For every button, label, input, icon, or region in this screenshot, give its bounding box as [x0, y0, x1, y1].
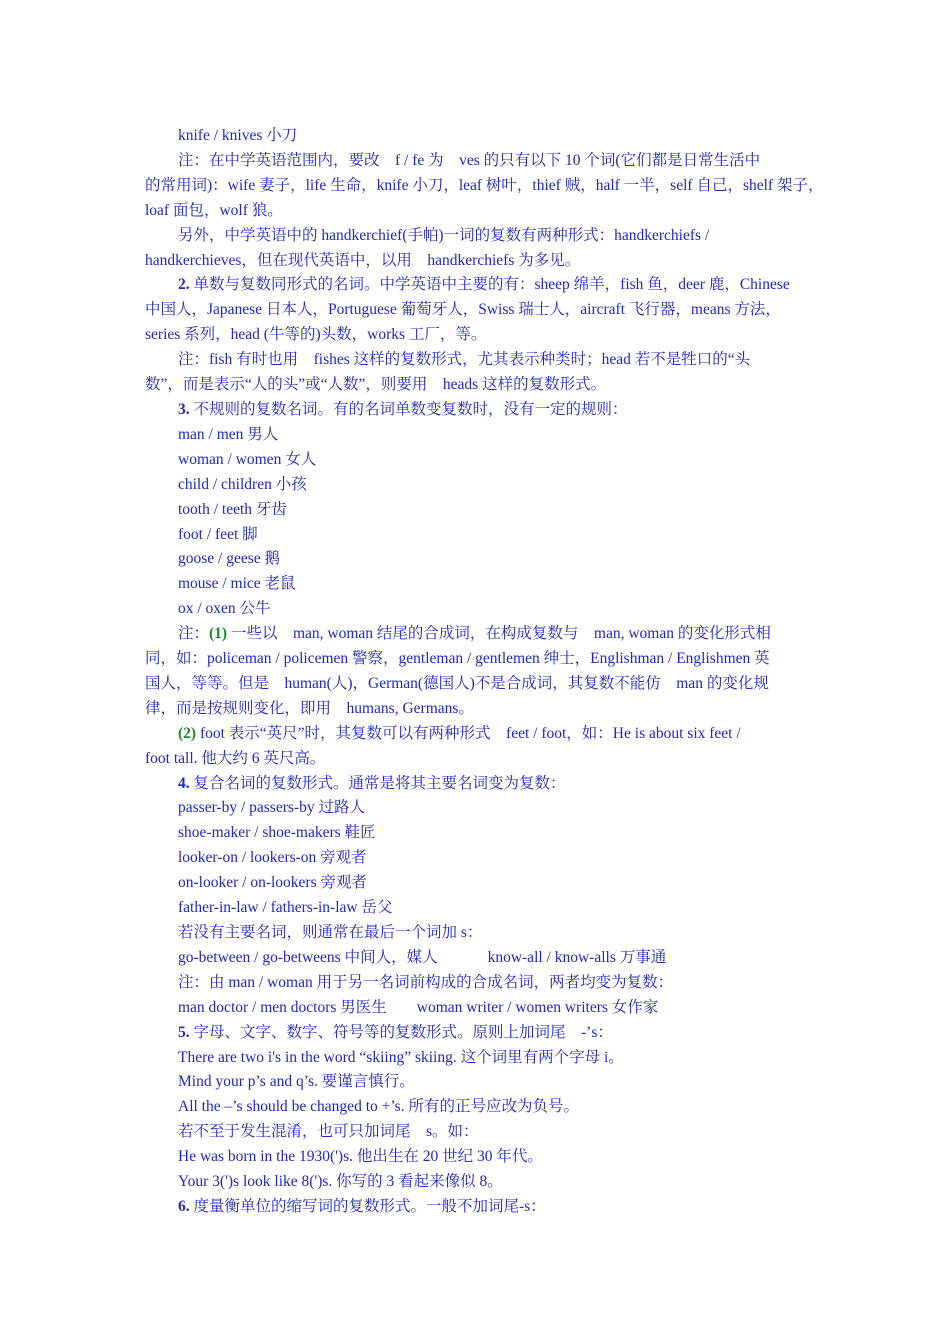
text-line: 的常用词)：wife 妻子，life 生命，knife 小刀，leaf 树叶，thief 贼，half 一半，self 自己，shelf 架子， [145, 176, 824, 194]
note-number: (1) [209, 625, 228, 643]
note-number: (2) [178, 724, 197, 742]
section-number: 3. [178, 400, 190, 418]
text-line: 复合名词的复数形式。通常是将其主要名词变为复数： [193, 774, 566, 792]
list-item: ox / oxen 公牛 [178, 600, 271, 618]
text-line: 注：由 man / woman 用于另一名词前构成的合成名词，两者均变为复数： [178, 973, 674, 991]
example-sentence: All the –’s should be changed to +’s. 所有的正号应改为负号。 [178, 1098, 579, 1116]
text-line: 另外，中学英语中的 handkerchief(手帕)一词的复数有两种形式：handkerchiefs / [178, 226, 710, 244]
example-sentence: He was born in the 1930(')s. 他出生在 20 世纪 30 年代。 [178, 1148, 543, 1166]
section-heading [145, 772, 815, 797]
text-line: 不规则的复数名词。有的名词单数变复数时，没有一定的规则： [193, 400, 628, 418]
list-item: goose / geese 鹅 [178, 550, 281, 568]
example-sentence: Your 3(')s look like 8(')s. 你写的 3 看起来像似 8。 [178, 1173, 503, 1191]
text-line: series 系列，head (牛等的)头数，works 工厂，等。 [145, 326, 487, 344]
example-left: go-between / go-betweens 中间人，媒人 [178, 948, 438, 966]
section-heading [145, 1021, 815, 1046]
list-item: on-looker / on-lookers 旁观者 [178, 874, 367, 892]
example-left: man doctor / men doctors 男医生 [178, 998, 387, 1016]
text-line: 国人，等等。但是 human(人)，German(德国人)不是合成词，其复数不能仿 man 的变化规 [145, 674, 769, 692]
text-line: 一些以 man, woman 结尾的合成词，在构成复数与 man, woman 的变化形式相 [230, 625, 771, 643]
document-page [145, 124, 824, 1220]
text-line: 律，而是按规则变化，即用 humans, Germans。 [145, 699, 474, 717]
list-item: tooth / teeth 牙齿 [178, 500, 287, 518]
section-heading [145, 1195, 815, 1220]
list-item [145, 946, 815, 971]
list-item: man / men 男人 [178, 425, 279, 443]
text-line: 若不至于发生混淆，也可只加词尾 s。如： [178, 1123, 479, 1141]
note-prefix: 注： [178, 625, 210, 643]
example-right: woman writer / women writers 女作家 [416, 998, 659, 1016]
text-line: handkerchieves，但在现代英语中，以用 handkerchiefs 为多见。 [145, 251, 581, 269]
text-line: foot tall. 他大约 6 英尺高。 [145, 749, 326, 767]
example-sentence: Mind your p’s and q’s. 要谨言慎行。 [178, 1073, 415, 1091]
note-line [145, 722, 815, 747]
text-line: loaf 面包，wolf 狼。 [145, 201, 283, 219]
section-number: 2. [178, 276, 190, 294]
text-line: 同，如：policeman / policemen 警察，gentleman / gentlemen 绅士，Englishman / Englishmen 英 [145, 650, 770, 668]
section-heading [145, 398, 815, 423]
list-item: woman / women 女人 [178, 450, 317, 468]
text-line: 字母、文字、数字、符号等的复数形式。原则上加词尾 -’s： [193, 1023, 613, 1041]
text-line: 中国人，Japanese 日本人，Portuguese 葡萄牙人，Swiss 瑞士人，aircraft 飞行器，means 方法， [145, 301, 781, 319]
text-line: 若没有主要名词，则通常在最后一个词加 s： [178, 924, 483, 941]
note-line [145, 622, 815, 647]
list-item: shoe-maker / shoe-makers 鞋匠 [178, 824, 376, 842]
text-line: 注：fish 有时也用 fishes 这样的复数形式，尤其表示种类时；head 若不是牲口的“头 [178, 351, 751, 369]
list-item: foot / feet 脚 [178, 525, 258, 543]
list-item: mouse / mice 老鼠 [178, 575, 296, 593]
section-heading [145, 273, 815, 298]
text-line: foot 表示“英尺”时，其复数可以有两种形式 feet / foot，如：He is about six feet / [199, 724, 741, 742]
example-right: know-all / know-alls 万事通 [487, 948, 667, 966]
text-line: 数”，而是表示“人的头”或“人数”，则要用 heads 这样的复数形式。 [145, 376, 607, 394]
text-line: 度量衡单位的缩写词的复数形式。一般不加词尾-s： [193, 1197, 546, 1215]
text-line: 注：在中学英语范围内，要改 f / fe 为 ves 的只有以下 10 个词(它们都是日常生活中 [178, 151, 761, 169]
section-number: 5. [178, 1023, 190, 1041]
text-line: knife / knives 小刀 [178, 127, 298, 144]
list-item: child / children 小孩 [178, 475, 307, 493]
list-item: father-in-law / fathers-in-law 岳父 [178, 899, 393, 917]
example-sentence: There are two i's in the word “skiing” skiing. 这个词里有两个字母 i。 [178, 1048, 624, 1066]
list-item [145, 996, 815, 1021]
list-item: passer-by / passers-by 过路人 [178, 799, 365, 817]
section-number: 6. [178, 1197, 190, 1215]
list-item: looker-on / lookers-on 旁观者 [178, 849, 367, 867]
text-line: 单数与复数同形式的名词。中学英语中主要的有：sheep 绵羊，fish 鱼，deer 鹿，Chinese [193, 276, 790, 294]
section-number: 4. [178, 774, 190, 792]
